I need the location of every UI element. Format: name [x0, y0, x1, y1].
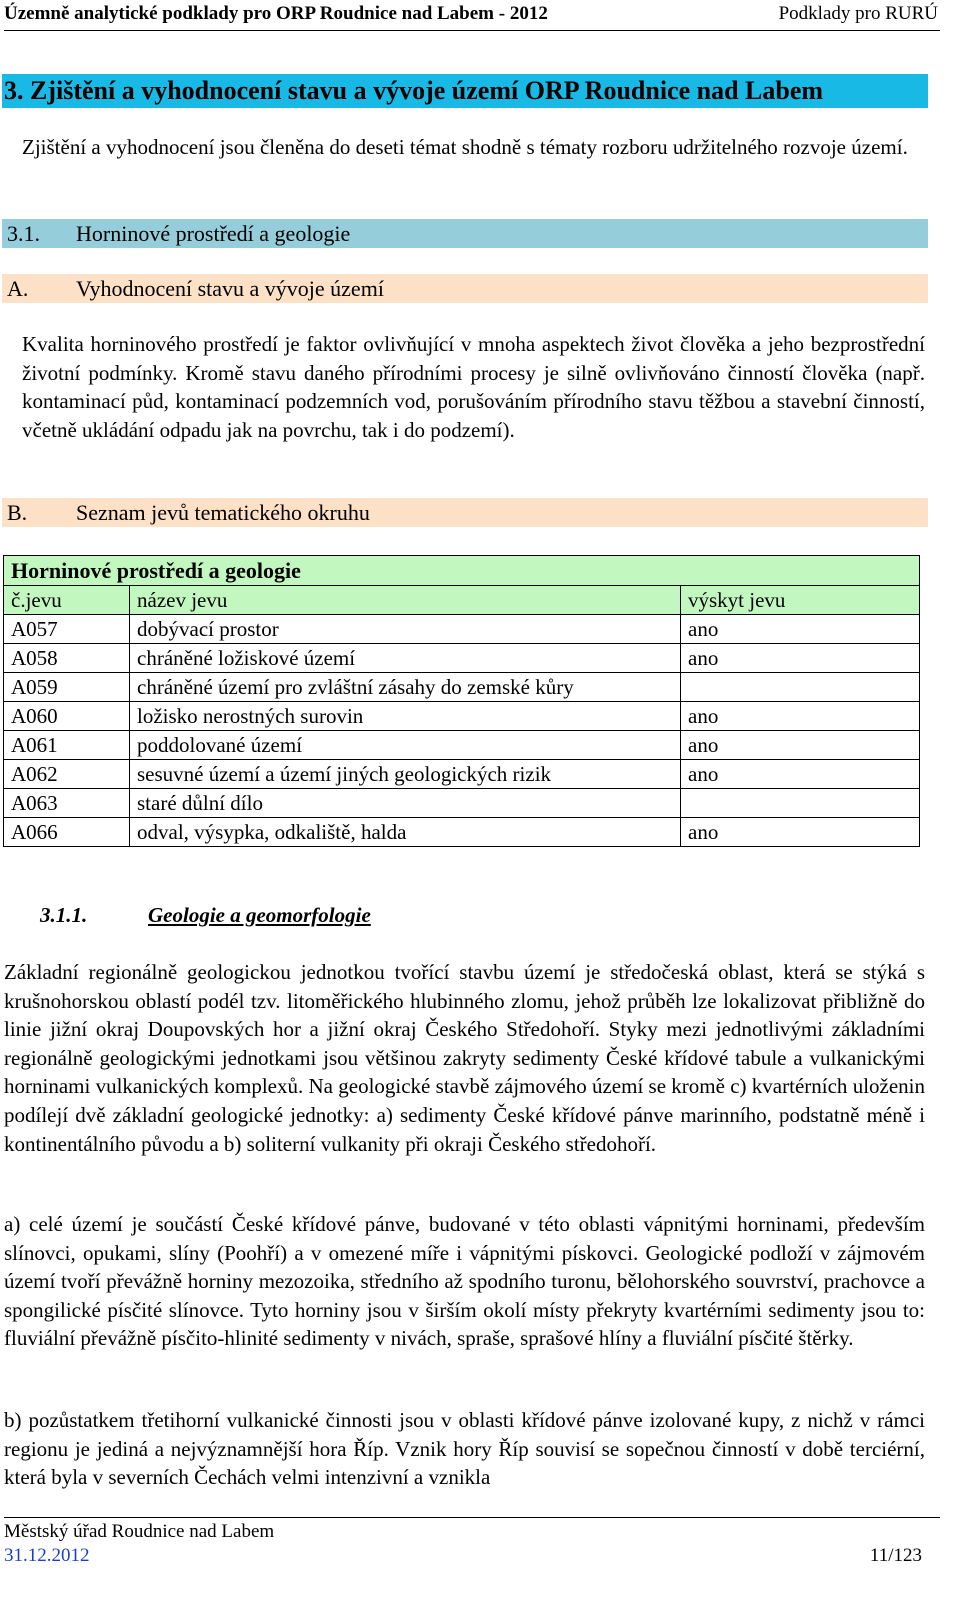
row-code: A061: [4, 731, 130, 760]
row-name: sesuvné území a území jiných geologických rizik: [130, 760, 681, 789]
header-document-subtitle: Podklady pro RURÚ: [778, 3, 938, 24]
table-row: [4, 818, 920, 847]
footer-page-number: 11/123: [869, 1545, 922, 1566]
subsection-number: 3.1.1.: [40, 903, 88, 927]
row-code: A063: [4, 789, 130, 818]
row-occurrence: ano: [681, 731, 920, 760]
table-row: [4, 644, 920, 673]
row-name: poddolované území: [130, 731, 681, 760]
header-document-title: Územně analytické podklady pro ORP Roudnice nad Labem - 2012: [4, 3, 548, 24]
section-heading: [2, 219, 928, 248]
section-number: 3.1.: [7, 221, 40, 246]
part-a-title: Vyhodnocení stavu a vývoje území: [76, 276, 384, 301]
row-name: ložisko nerostných surovin: [130, 702, 681, 731]
part-a-heading: [2, 274, 928, 303]
part-b-title: Seznam jevů tematického okruhu: [76, 500, 370, 525]
geo-paragraph-intro: Základní regionálně geologickou jednotkou tvořící stavbu území je středočeská oblast, která se stýká s krušnohorskou oblastí podél tzv. litoměřického hlubinného zlomu, jehož průběh lze lokalizovat přibližně do linie jižní okraj Doupovských hor a jižní okraj Českého Středohoří. Styky mezi jednotlivými základními regionálně geologickými jednotkami jsou většinou zakryty sedimenty České křídové tabule a vulkanickými horninami vulkanických komplexů. Na geologické stavbě zájmového území se kromě c) kvartérních uloženin podílejí dvě základní geologické jednotky: a) sedimenty České křídové pánve marinního, podstatně méně i kontinentálního původu a b) soliterní vulkanity při okraji Českého středohoří.: [4, 960, 925, 1156]
section-title: Horninové prostředí a geologie: [76, 221, 351, 246]
table-row: [4, 760, 920, 789]
row-name: chráněné území pro zvláštní zásahy do zemské kůry: [130, 673, 681, 702]
row-occurrence: [681, 789, 920, 818]
table-title: Horninové prostředí a geologie: [4, 556, 920, 586]
subsection-title: Geologie a geomorfologie: [148, 903, 371, 927]
chapter-title: 3. Zjištění a vyhodnocení stavu a vývoje území ORP Roudnice nad Labem: [2, 74, 928, 108]
table-row: [4, 673, 920, 702]
row-occurrence: ano: [681, 760, 920, 789]
footer-date: 31.12.2012: [4, 1545, 90, 1566]
row-name: odval, výsypka, odkaliště, halda: [130, 818, 681, 847]
row-name: staré důlní dílo: [130, 789, 681, 818]
phenomena-table: [3, 555, 920, 847]
row-code: A066: [4, 818, 130, 847]
row-code: A058: [4, 644, 130, 673]
footer-divider: [4, 1517, 940, 1518]
row-occurrence: ano: [681, 644, 920, 673]
row-name: chráněné ložiskové území: [130, 644, 681, 673]
column-header-code: č.jevu: [4, 586, 130, 615]
part-b-letter: B.: [7, 500, 28, 525]
table-row: [4, 702, 920, 731]
table-row: [4, 615, 920, 644]
row-occurrence: ano: [681, 818, 920, 847]
header-divider: [4, 30, 940, 31]
row-occurrence: ano: [681, 702, 920, 731]
row-code: A059: [4, 673, 130, 702]
table-row: [4, 789, 920, 818]
part-a-letter: A.: [7, 276, 29, 301]
intro-paragraph: Zjištění a vyhodnocení jsou členěna do deseti témat shodně s tématy rozboru udržitelného rozvoje území.: [22, 135, 908, 159]
row-code: A060: [4, 702, 130, 731]
row-occurrence: ano: [681, 615, 920, 644]
part-b-heading: [2, 498, 928, 527]
geo-paragraph-a: a) celé území je součástí České křídové pánve, budované v této oblasti vápnitými horninami, především slínovci, opukami, slíny (Poohří) a v omezené míře i vápnitými pískovci. Geologické podloží v zájmovém území tvoří převážně horniny mezozoika, středního až spodního turonu, bělohorského souvrství, prachovce a spongilické písčité slínovce. Tyto horniny jsou v širším okolí místy překryty kvartérními sedimenty jsou to: fluviální převážně písčito-hlinité sedimenty v nivách, spraše, sprašové hlíny a fluviální písčité štěrky.: [4, 1212, 925, 1351]
footer-office: Městský úřad Roudnice nad Labem: [4, 1521, 275, 1542]
geo-paragraph-b: b) pozůstatkem třetihorní vulkanické činnosti jsou v oblasti křídové pánve izolované kupy, z nichž v rámci regionu je jediná a nejvýznamnější hora Říp. Vznik hory Říp souvisí se sopečnou činností v době terciérní, která byla v severních Čechách velmi intenzivní a vznikla: [4, 1408, 925, 1490]
table-row: [4, 731, 920, 760]
column-header-name: název jevu: [130, 586, 681, 615]
row-code: A062: [4, 760, 130, 789]
row-occurrence: [681, 673, 920, 702]
table-title-row: [4, 556, 920, 586]
part-a-text: Kvalita horninového prostředí je faktor ovlivňující v mnoha aspektech život člověka a jeho bezprostřední životní podmínky. Kromě stavu daného přírodními procesy je silně ovlivňováno činností člověka (např. kontaminací půd, kontaminací podzemních vod, porušováním přírodního stavu těžbou a stavební činností, včetně ukládání odpadu jak na povrchu, tak i do podzemí).: [22, 332, 925, 442]
column-header-occurrence: výskyt jevu: [681, 586, 920, 615]
row-name: dobývací prostor: [130, 615, 681, 644]
table-header-row: [4, 586, 920, 615]
row-code: A057: [4, 615, 130, 644]
